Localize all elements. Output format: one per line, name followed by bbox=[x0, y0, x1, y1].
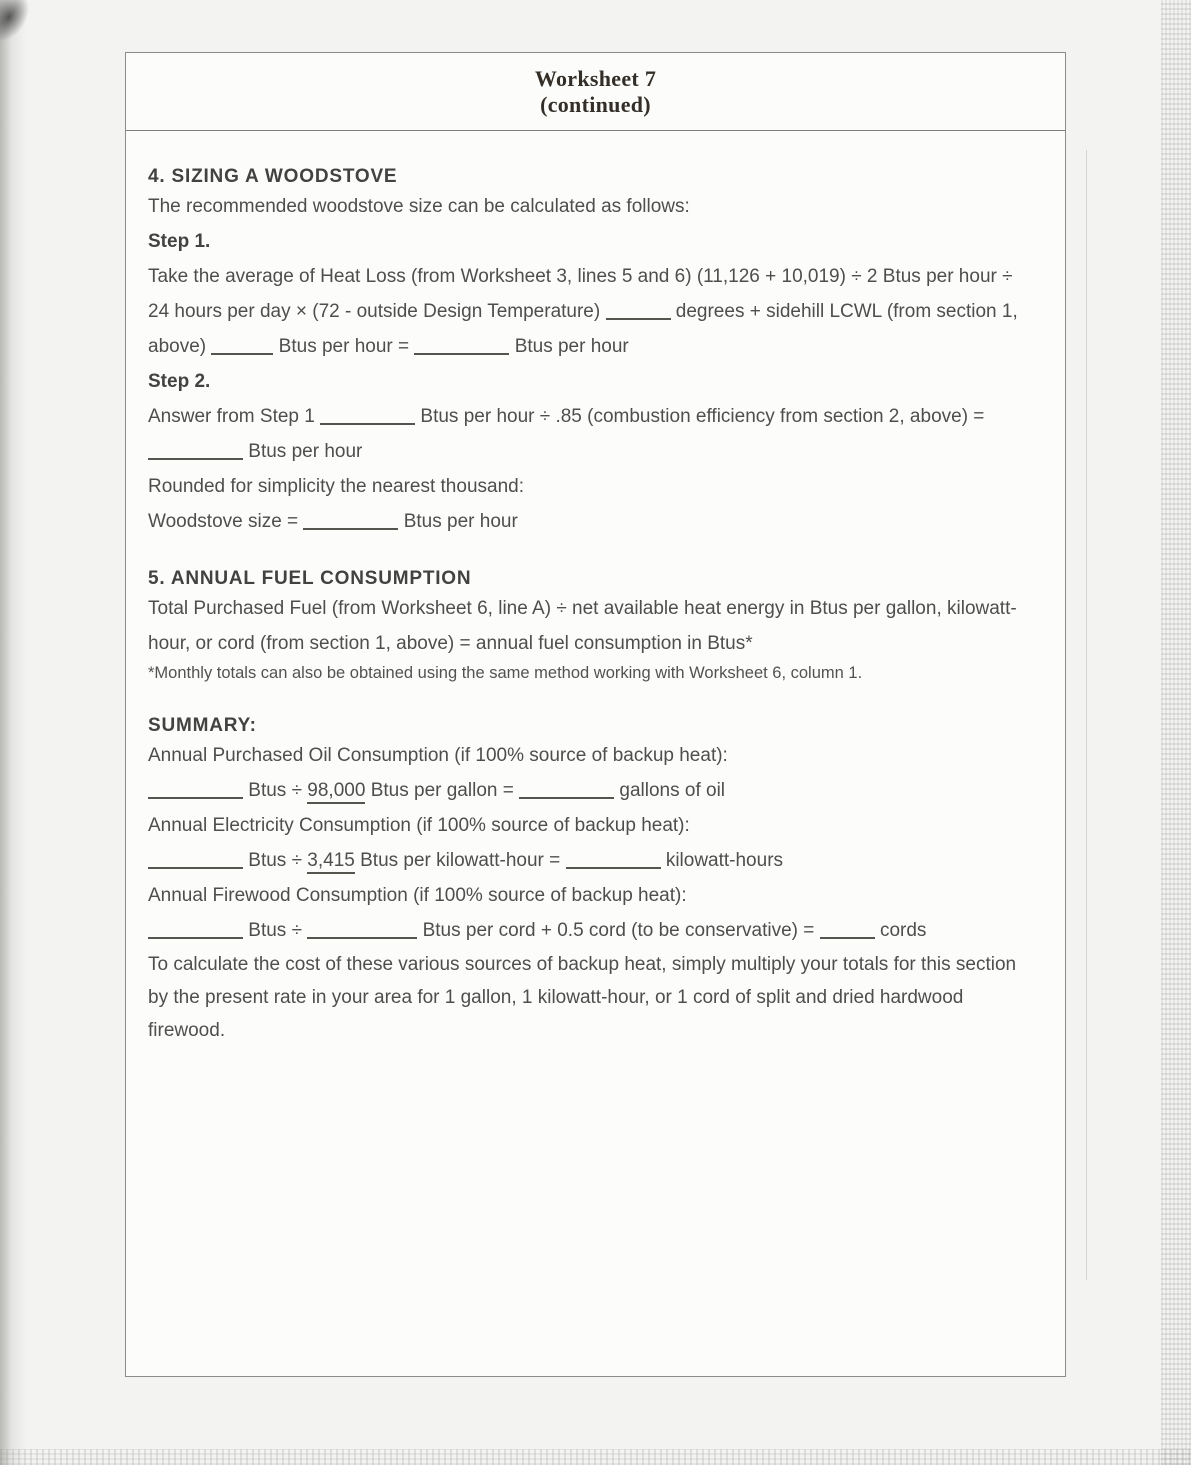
text-segment: gallons of oil bbox=[619, 780, 726, 801]
section-5-heading: 5. ANNUAL FUEL CONSUMPTION bbox=[148, 568, 472, 589]
scan-right-noise bbox=[1161, 0, 1191, 1465]
rounded-note: Rounded for simplicity the nearest thousand: bbox=[148, 476, 524, 497]
text-segment: Btus per cord + 0.5 cord (to be conservative) = bbox=[422, 920, 815, 941]
text-segment: Btus per kilowatt-hour = bbox=[360, 850, 561, 871]
text-segment: Btus per hour bbox=[248, 441, 363, 462]
blank-lcwl-btus bbox=[211, 353, 273, 355]
text-segment: kilowatt-hours bbox=[665, 850, 784, 871]
step-2-paragraph bbox=[148, 399, 1037, 469]
text-segment: cords bbox=[879, 920, 927, 941]
btus-per-kilowatt-hour-value: 3,415 bbox=[307, 850, 355, 874]
step-1-label: Step 1. bbox=[148, 231, 211, 252]
blank-electricity-btus bbox=[148, 867, 243, 869]
section-4-heading: 4. SIZING A WOODSTOVE bbox=[148, 166, 398, 187]
text-segment: Btus ÷ bbox=[248, 850, 303, 871]
scan-left-edge-shadow bbox=[0, 0, 26, 1465]
worksheet-content bbox=[126, 165, 1065, 1047]
blank-firewood-btus bbox=[148, 937, 243, 939]
text-segment: Btus per hour bbox=[403, 511, 518, 532]
blank-step2-result bbox=[148, 458, 243, 460]
blank-kilowatt-hours bbox=[566, 867, 661, 869]
blank-oil-btus bbox=[148, 797, 243, 799]
blank-cords bbox=[820, 937, 875, 939]
scan-bottom-noise bbox=[0, 1449, 1191, 1465]
woodstove-size-line bbox=[148, 504, 1037, 539]
footnote: *Monthly totals can also be obtained using the same method working with Worksheet 6, column 1. bbox=[148, 664, 863, 682]
blank-btus-per-cord bbox=[307, 937, 417, 939]
section-5-body: Total Purchased Fuel (from Worksheet 6, line A) ÷ net available heat energy in Btus per gallon, kilowatt-hour, or cord (from section 1, above) = annual fuel consumption in Btus* bbox=[148, 598, 1017, 654]
summary-heading: SUMMARY: bbox=[148, 715, 257, 736]
oil-consumption-label: Annual Purchased Oil Consumption (if 100% source of backup heat): bbox=[148, 745, 728, 766]
text-segment: Btus per hour = bbox=[278, 336, 410, 357]
text-segment: Take the average of Heat Loss (from Worksheet 3, lines 5 and 6) (11,126 + 10,019) ÷ 2 Btus per hour ÷ 24 hours per day × (72 - outside Design Temperature) bbox=[148, 266, 1013, 322]
blank-gallons-of-oil bbox=[519, 797, 614, 799]
worksheet-subtitle: (continued) bbox=[540, 92, 651, 117]
blank-step1-answer bbox=[320, 423, 415, 425]
step-1-paragraph bbox=[148, 259, 1037, 364]
electricity-formula-line bbox=[148, 843, 1037, 878]
blank-woodstove-size bbox=[303, 528, 398, 530]
step-2-label: Step 2. bbox=[148, 371, 211, 392]
blank-degrees bbox=[606, 318, 671, 320]
text-segment: Btus ÷ bbox=[248, 780, 303, 801]
firewood-formula-line bbox=[148, 913, 1037, 948]
firewood-consumption-label: Annual Firewood Consumption (if 100% source of backup heat): bbox=[148, 885, 687, 906]
scan-artifact-line bbox=[1086, 150, 1087, 1280]
oil-formula-line bbox=[148, 773, 1037, 808]
section-4-intro: The recommended woodstove size can be calculated as follows: bbox=[148, 196, 690, 217]
text-segment: Woodstove size = bbox=[148, 511, 299, 532]
text-segment: Answer from Step 1 bbox=[148, 406, 315, 427]
closing-paragraph: To calculate the cost of these various sources of backup heat, simply multiply your totals for this section by the present rate in your area for 1 gallon, 1 kilowatt-hour, or 1 cord of split and dried hardwood firewood. bbox=[148, 954, 1017, 1041]
worksheet-title: Worksheet 7 bbox=[534, 66, 657, 91]
text-segment: Btus ÷ bbox=[248, 920, 303, 941]
electricity-consumption-label: Annual Electricity Consumption (if 100% source of backup heat): bbox=[148, 815, 690, 836]
worksheet-header bbox=[126, 53, 1065, 131]
text-segment: Btus per hour ÷ .85 (combustion efficiency from section 2, above) = bbox=[420, 406, 985, 427]
text-segment: degrees + sidehill LCWL (from section 1, above) bbox=[148, 301, 1018, 357]
text-segment: Btus per hour bbox=[514, 336, 629, 357]
text-segment: Btus per gallon = bbox=[370, 780, 514, 801]
worksheet-frame bbox=[125, 52, 1066, 1377]
oil-btus-per-gallon-value: 98,000 bbox=[307, 780, 365, 804]
blank-step1-result bbox=[414, 353, 509, 355]
